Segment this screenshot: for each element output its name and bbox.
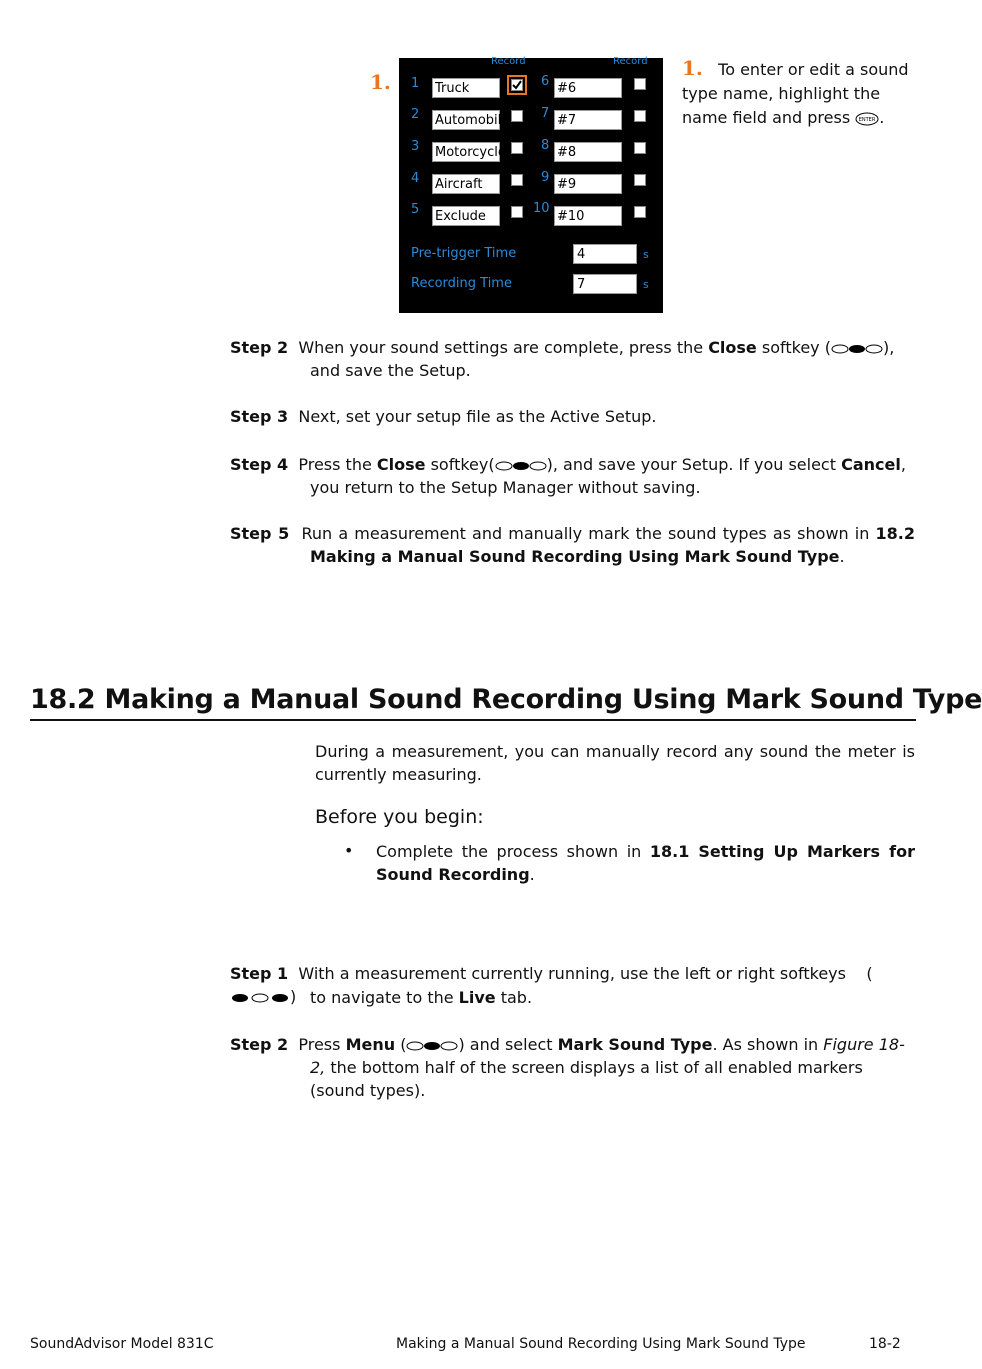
section-reference: 18.1 Setting Up Markers for Sound Recording (376, 842, 915, 884)
softkey-center-icon (831, 343, 883, 355)
record-checkbox[interactable] (634, 78, 646, 90)
section-reference: 18.2 Making a Manual Sound Recording Using Mark Sound Type (310, 524, 916, 566)
callout-note (682, 56, 912, 130)
bullet-text: . (529, 865, 535, 884)
sound-type-name-field[interactable]: Exclude (432, 206, 500, 226)
record-column-header-left: Record (491, 56, 526, 67)
row-number: 9 (541, 170, 550, 185)
step-text: softkey( (425, 455, 495, 474)
sound-type-name-field[interactable]: Automobile (432, 110, 500, 130)
mark-sound-type-label: Mark Sound Type (557, 1035, 713, 1054)
step-text: tab. (495, 988, 533, 1007)
step-text: to navigate to the (310, 988, 459, 1007)
pretrigger-unit: s (643, 248, 649, 261)
section-heading-block (30, 684, 982, 721)
step-text: ), and save the Setup. (310, 338, 895, 380)
step-1-bottom-cont (310, 986, 915, 1009)
close-softkey-label: Close (708, 338, 757, 357)
step-label: Step 2 (230, 338, 289, 357)
enter-key-icon (855, 112, 879, 126)
sound-type-name-field[interactable]: #7 (554, 110, 622, 130)
softkey-center-icon (406, 1040, 458, 1052)
sound-type-name-field[interactable]: Truck (432, 78, 500, 98)
step-text: Press the (298, 455, 377, 474)
record-checkbox[interactable] (511, 110, 523, 122)
before-you-begin-heading: Before you begin: (315, 806, 484, 828)
row-number: 8 (541, 138, 550, 153)
sound-type-name-field[interactable]: #9 (554, 174, 622, 194)
step-text: , you return to the Setup Manager without saving. (310, 455, 906, 497)
step-text: the bottom half of the screen displays a list of all enabled markers (sound types). (310, 1058, 863, 1100)
sound-type-name-field[interactable]: #8 (554, 142, 622, 162)
step-1-bottom: Step 1 With a measurement currently running, use the left or right softkeys () (230, 964, 873, 1006)
step-label: Step 1 (230, 964, 289, 983)
svg-text:ENTER: ENTER (858, 116, 876, 123)
record-column-header-right: Record (613, 56, 648, 67)
step-2-bottom (230, 1033, 915, 1102)
row-number: 6 (541, 74, 550, 89)
sound-type-name-field[interactable]: Motorcycle (432, 142, 500, 162)
row-number: 4 (411, 171, 420, 186)
callout-text: To enter or edit a sound type name, highlight the name field and press (682, 60, 909, 127)
step-text: ( (395, 1035, 407, 1054)
bullet-text: Complete the process shown in (376, 842, 650, 861)
live-tab-label: Live (458, 988, 496, 1007)
step-3-top (230, 405, 915, 428)
record-checkbox[interactable] (634, 174, 646, 186)
figure-reference: Figure 18-2, (310, 1035, 905, 1077)
close-softkey-label: Close (376, 455, 426, 474)
bullet-item (376, 840, 915, 886)
footer-product: SoundAdvisor Model 831C (30, 1336, 214, 1352)
record-checkbox[interactable] (511, 174, 523, 186)
recording-time-field[interactable]: 7 (573, 274, 637, 294)
step-4-top (230, 453, 915, 499)
callout-marker: 1. (370, 70, 391, 94)
step-label: Step 4 (230, 455, 289, 474)
record-checkbox[interactable] (634, 142, 646, 154)
step-text: Run a measurement and manually mark the sound types as shown in (301, 524, 876, 543)
recording-time-label: Recording Time (411, 276, 512, 291)
record-checkbox[interactable] (511, 142, 523, 154)
pretrigger-time-label: Pre-trigger Time (411, 246, 517, 261)
callout-number: 1. (682, 56, 703, 80)
footer-page-number: 18-2 (869, 1336, 901, 1352)
softkey-left-right-icon (230, 992, 290, 1004)
row-number: 10 (533, 201, 550, 216)
step-text: With a measurement currently running, use the left or right softkeys (298, 964, 846, 983)
step-2-top (230, 336, 915, 382)
pretrigger-time-field[interactable]: 4 (573, 244, 637, 264)
record-checkbox[interactable] (634, 110, 646, 122)
section-title: 18.2 Making a Manual Sound Recording Using Mark Sound Type (30, 684, 982, 715)
footer-section: Making a Manual Sound Recording Using Mark Sound Type (396, 1336, 806, 1352)
section-intro: During a measurement, you can manually record any sound the meter is currently measuring. (315, 742, 915, 784)
step-text: Next, set your setup file as the Active Setup. (298, 407, 657, 426)
step-text: Press (298, 1035, 346, 1054)
row-number: 7 (541, 106, 550, 121)
step-text: ) and select (458, 1035, 558, 1054)
cancel-label: Cancel (841, 455, 901, 474)
step-text: When your sound settings are complete, press the (298, 338, 709, 357)
record-checkbox-checked[interactable] (511, 79, 523, 91)
checkmark-icon (512, 80, 522, 90)
step-5-top (230, 522, 915, 568)
sound-type-name-field[interactable]: #6 (554, 78, 622, 98)
sound-type-name-field[interactable]: Aircraft (432, 174, 500, 194)
row-number: 3 (411, 139, 420, 154)
step-text: . As shown in (712, 1035, 824, 1054)
step-text: ), and save your Setup. If you select (546, 455, 842, 474)
sound-type-setup-screenshot (399, 58, 663, 313)
sound-type-name-field[interactable]: #10 (554, 206, 622, 226)
row-number: 5 (411, 202, 420, 217)
record-checkbox[interactable] (511, 206, 523, 218)
step-label: Step 2 (230, 1035, 289, 1054)
recording-unit: s (643, 278, 649, 291)
step-label: Step 3 (230, 407, 289, 426)
menu-label: Menu (345, 1035, 396, 1054)
step-label: Step 5 (230, 524, 290, 543)
callout-text-end: . (879, 108, 885, 127)
record-checkbox[interactable] (634, 206, 646, 218)
softkey-center-icon (495, 460, 547, 472)
row-number: 2 (411, 107, 420, 122)
row-number: 1 (411, 76, 420, 91)
bullet-dot: • (344, 841, 354, 860)
step-text: . (839, 547, 845, 566)
step-text: softkey ( (756, 338, 831, 357)
